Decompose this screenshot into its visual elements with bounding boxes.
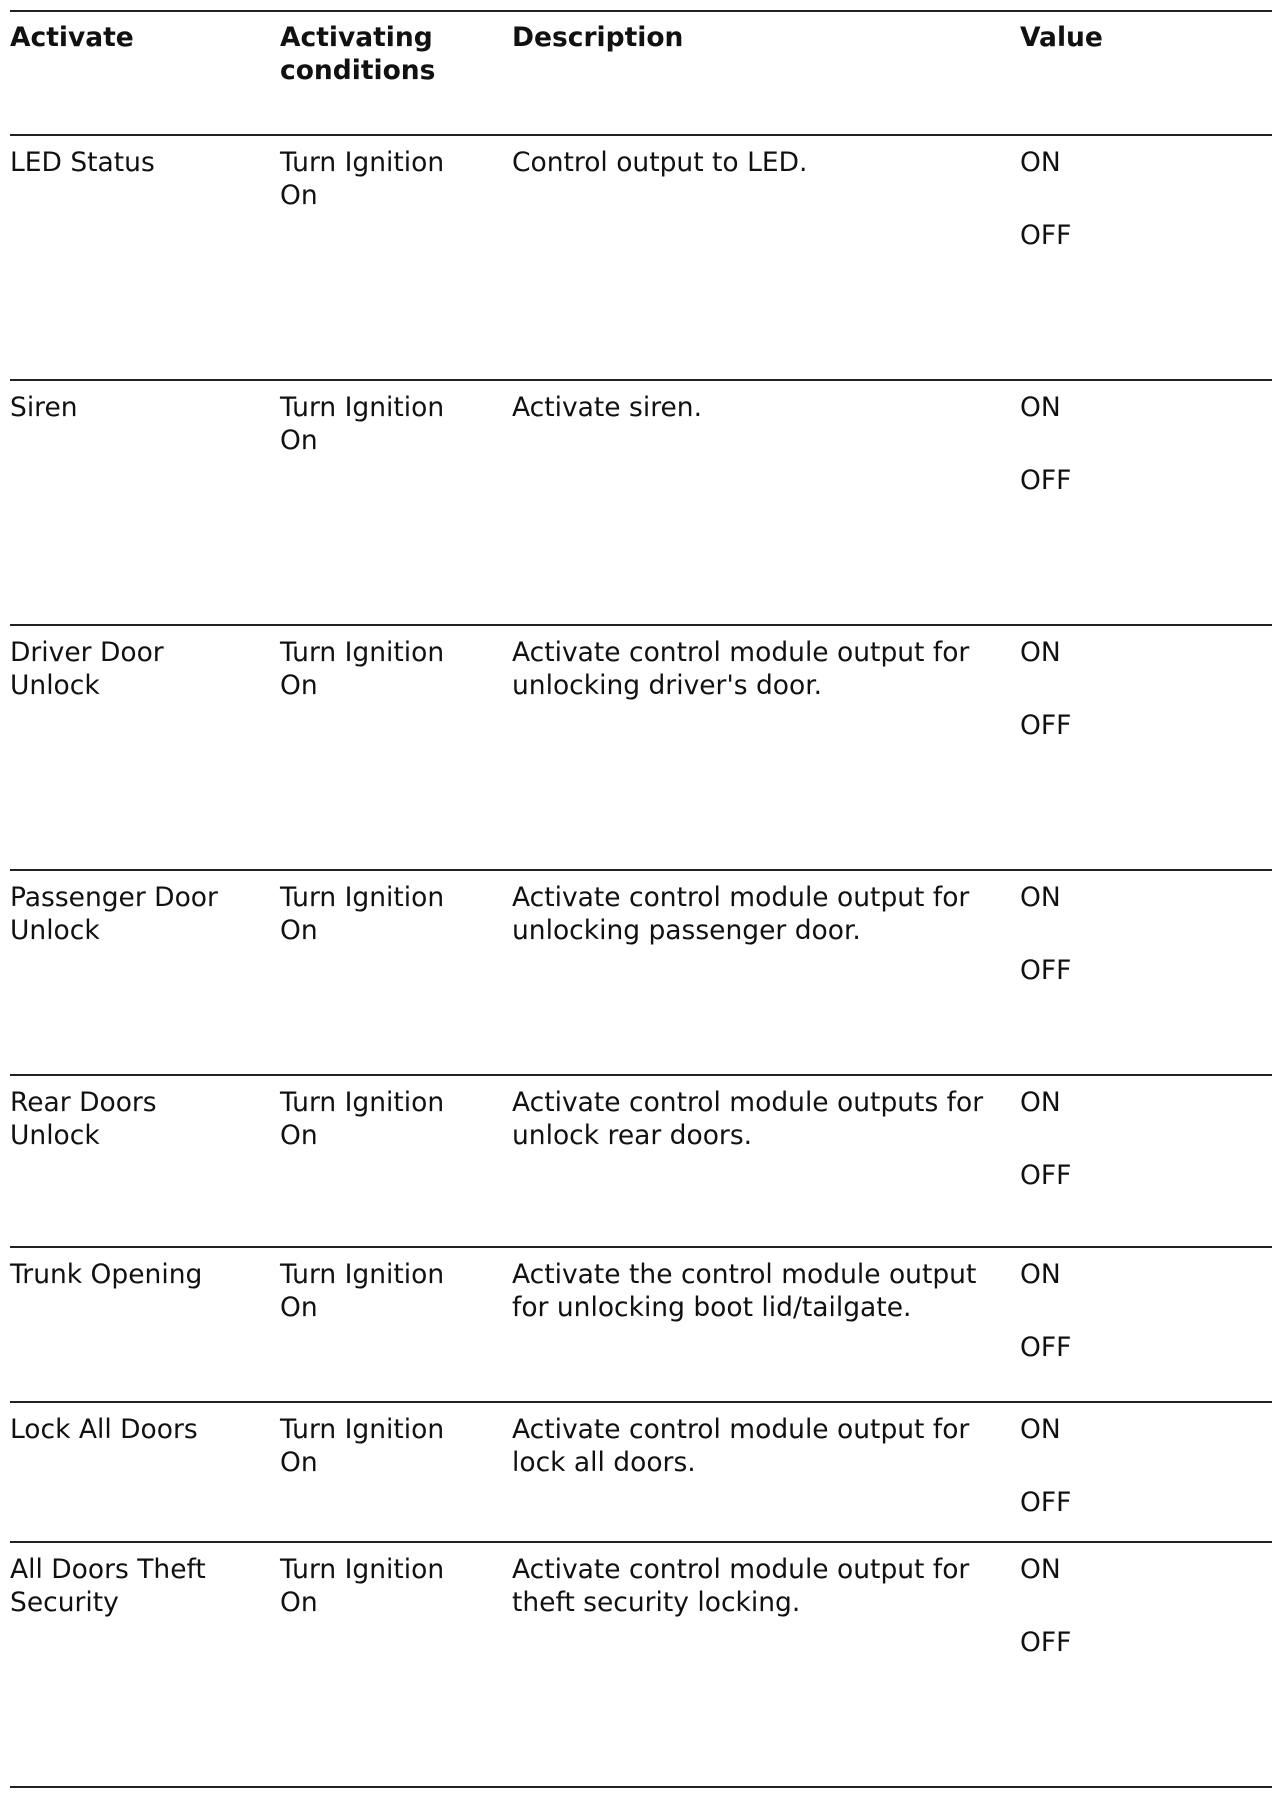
table-row — [10, 870, 1272, 1075]
table-body — [10, 135, 1272, 1787]
cell-activating-conditions — [280, 1247, 512, 1402]
cell-value — [1020, 1075, 1272, 1247]
value-on: ON — [1020, 1087, 1061, 1118]
cell-value — [1020, 1542, 1272, 1787]
value-on: ON — [1020, 392, 1061, 423]
cell-activate-text: Driver Door Unlock — [10, 637, 164, 701]
cell-activating-conditions — [280, 380, 512, 625]
activation-table — [10, 10, 1272, 1788]
table-row — [10, 135, 1272, 380]
cell-activating-conditions — [280, 870, 512, 1075]
value-off: OFF — [1020, 955, 1072, 986]
cell-activate-text: Rear Doors Unlock — [10, 1087, 157, 1151]
value-off: OFF — [1020, 1160, 1072, 1191]
value-on: ON — [1020, 147, 1061, 178]
cell-activating-conditions — [280, 1542, 512, 1787]
value-on: ON — [1020, 1414, 1061, 1445]
cell-description-text: Activate control module output for lock all doors. — [512, 1414, 970, 1478]
cell-activating-conditions-text: Turn Ignition On — [280, 1414, 445, 1478]
cell-description — [512, 1247, 1020, 1402]
cell-description — [512, 380, 1020, 625]
value-off: OFF — [1020, 1627, 1072, 1658]
cell-description — [512, 1402, 1020, 1542]
header-activating-conditions-text: Activating conditions — [280, 22, 436, 86]
cell-activate — [10, 1542, 280, 1787]
cell-activate — [10, 380, 280, 625]
cell-activate — [10, 1402, 280, 1542]
cell-activating-conditions-text: Turn Ignition On — [280, 637, 445, 701]
cell-description-text: Activate siren. — [512, 392, 703, 423]
value-off: OFF — [1020, 1332, 1072, 1363]
table-row — [10, 1075, 1272, 1247]
cell-activating-conditions-text: Turn Ignition On — [280, 1087, 445, 1151]
header-value: Value — [1020, 22, 1103, 53]
cell-activate — [10, 870, 280, 1075]
table-row — [10, 1542, 1272, 1787]
table-row — [10, 1247, 1272, 1402]
value-off: OFF — [1020, 465, 1072, 496]
cell-description — [512, 870, 1020, 1075]
value-off: OFF — [1020, 710, 1072, 741]
cell-activating-conditions-text: Turn Ignition On — [280, 1259, 445, 1323]
cell-description-text: Control output to LED. — [512, 147, 808, 178]
cell-activating-conditions — [280, 1075, 512, 1247]
cell-description — [512, 1075, 1020, 1247]
cell-description-text: Activate control module output for unlocking passenger door. — [512, 882, 970, 946]
cell-activate-text: Trunk Opening — [10, 1259, 203, 1290]
cell-value — [1020, 1402, 1272, 1542]
cell-description — [512, 135, 1020, 380]
cell-activating-conditions — [280, 625, 512, 870]
cell-activating-conditions-text: Turn Ignition On — [280, 392, 445, 456]
cell-activate-text: LED Status — [10, 147, 155, 178]
cell-description-text: Activate control module output for unlocking driver's door. — [512, 637, 970, 701]
cell-activate — [10, 1075, 280, 1247]
cell-activating-conditions-text: Turn Ignition On — [280, 1554, 445, 1618]
cell-activating-conditions — [280, 1402, 512, 1542]
cell-value — [1020, 380, 1272, 625]
cell-description-text: Activate control module outputs for unlock rear doors. — [512, 1087, 984, 1151]
cell-description — [512, 625, 1020, 870]
cell-activating-conditions-text: Turn Ignition On — [280, 147, 445, 211]
cell-value — [1020, 1247, 1272, 1402]
table-row — [10, 380, 1272, 625]
header-activating-conditions — [280, 11, 512, 135]
header-activate: Activate — [10, 22, 134, 53]
cell-activate-text: All Doors Theft Security — [10, 1554, 206, 1618]
cell-description — [512, 1542, 1020, 1787]
table-header — [10, 11, 1272, 135]
cell-activate-text: Siren — [10, 392, 78, 423]
value-off: OFF — [1020, 220, 1072, 251]
document-page — [10, 10, 1272, 1788]
cell-activate-text: Passenger Door Unlock — [10, 882, 218, 946]
cell-activating-conditions — [280, 135, 512, 380]
cell-value — [1020, 870, 1272, 1075]
cell-value — [1020, 135, 1272, 380]
cell-description-text: Activate the control module output for unlocking boot lid/tailgate. — [512, 1259, 977, 1323]
value-on: ON — [1020, 882, 1061, 913]
cell-value — [1020, 625, 1272, 870]
value-off: OFF — [1020, 1487, 1072, 1518]
value-on: ON — [1020, 1259, 1061, 1290]
cell-activate-text: Lock All Doors — [10, 1414, 198, 1445]
value-on: ON — [1020, 637, 1061, 668]
value-on: ON — [1020, 1554, 1061, 1585]
cell-activate — [10, 135, 280, 380]
cell-activate — [10, 1247, 280, 1402]
header-row — [10, 11, 1272, 135]
cell-activate — [10, 625, 280, 870]
cell-activating-conditions-text: Turn Ignition On — [280, 882, 445, 946]
table-row — [10, 1402, 1272, 1542]
header-description: Description — [512, 22, 684, 53]
cell-description-text: Activate control module output for theft security locking. — [512, 1554, 970, 1618]
table-row — [10, 625, 1272, 870]
